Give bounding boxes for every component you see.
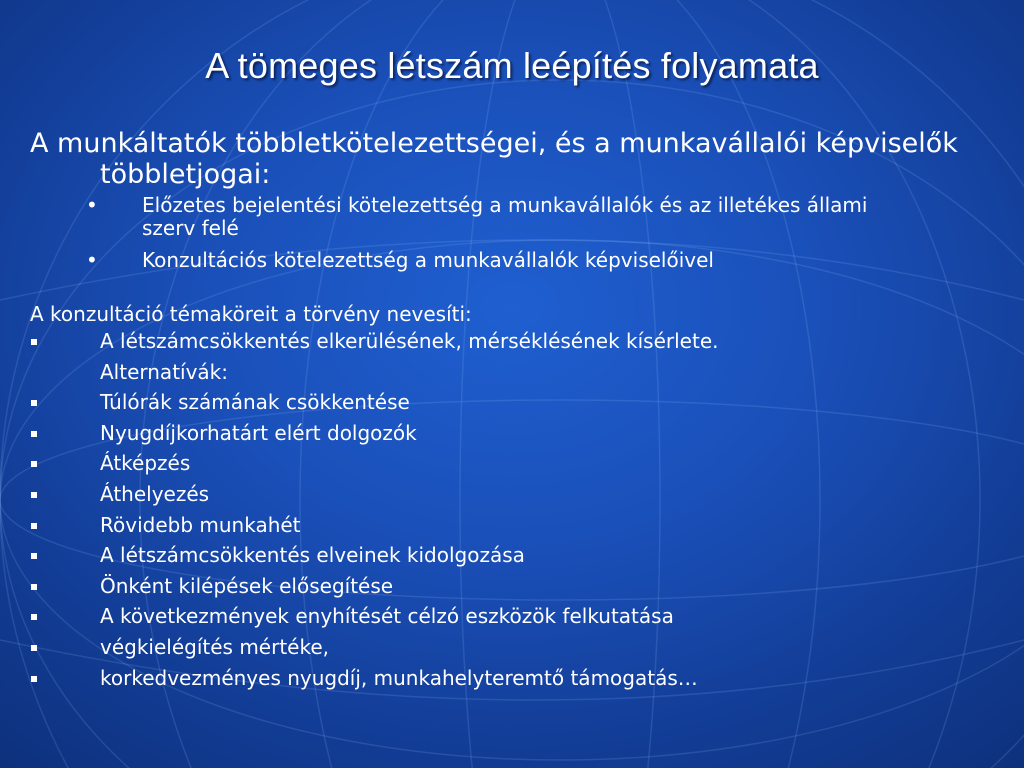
list-item bbox=[30, 636, 1010, 659]
list-item bbox=[30, 544, 1010, 567]
list-item-text: végkielégítés mértéke, bbox=[100, 634, 330, 659]
list-item bbox=[30, 514, 1010, 537]
square-bullet-icon bbox=[31, 400, 37, 406]
slide-body bbox=[30, 128, 1010, 697]
list-item-text: Konzultációs kötelezettség a munkavállalók képviselőivel bbox=[142, 248, 714, 272]
square-bullet-icon bbox=[31, 676, 37, 682]
list-item-text: Előzetes bejelentési kötelezettség a munkavállalók és az illetékes állami szerv felé bbox=[142, 193, 868, 240]
list-item bbox=[30, 194, 902, 240]
consultation-topics-list bbox=[30, 330, 1010, 353]
square-bullet-icon bbox=[31, 584, 37, 590]
list-item bbox=[30, 605, 1010, 628]
alternatives-list bbox=[30, 391, 1010, 689]
list-item-text: A létszámcsökkentés elveinek kidolgozása bbox=[100, 543, 525, 568]
list-item-text: korkedvezményes nyugdíj, munkahelyteremtő támogatás… bbox=[100, 665, 698, 690]
square-bullet-icon bbox=[31, 339, 37, 345]
alternatives-label: Alternatívák: bbox=[100, 359, 228, 384]
list-item-text: A létszámcsökkentés elkerülésének, mérséklésének kísérlete. bbox=[100, 329, 719, 353]
bullet-icon: • bbox=[86, 248, 98, 272]
square-bullet-icon bbox=[31, 614, 37, 620]
list-item-text: Áthelyezés bbox=[100, 481, 210, 506]
square-bullet-icon bbox=[31, 523, 37, 529]
square-bullet-icon bbox=[31, 461, 37, 467]
list-item-text: Túlórák számának csökkentése bbox=[100, 390, 410, 415]
obligation-list bbox=[30, 194, 1010, 272]
list-item bbox=[30, 667, 1010, 690]
list-item-text: Önként kilépések elősegítése bbox=[100, 573, 394, 598]
list-item-text: A következmények enyhítését célzó eszközök felkutatása bbox=[100, 604, 674, 629]
list-item bbox=[30, 452, 1010, 475]
square-bullet-icon bbox=[31, 553, 37, 559]
consultation-heading: A konzultáció témaköreit a törvény nevesíti: bbox=[30, 302, 472, 326]
list-item bbox=[30, 330, 1010, 353]
list-item bbox=[30, 422, 1010, 445]
list-item bbox=[30, 391, 1010, 414]
slide-title: A tömeges létszám leépítés folyamata bbox=[205, 45, 819, 86]
square-bullet-icon bbox=[31, 645, 37, 651]
list-item-text: Rövidebb munkahét bbox=[100, 512, 301, 537]
list-item-text: Nyugdíjkorhatárt elért dolgozók bbox=[100, 420, 417, 445]
list-item bbox=[30, 575, 1010, 598]
list-item-text: Átképzés bbox=[100, 451, 191, 476]
section-heading: A munkáltatók többletkötelezettségei, és a munkavállalói képviselők többletjogai: bbox=[30, 128, 958, 190]
square-bullet-icon bbox=[31, 492, 37, 498]
square-bullet-icon bbox=[31, 431, 37, 437]
list-item bbox=[30, 249, 902, 272]
bullet-icon: • bbox=[86, 193, 98, 217]
list-item bbox=[30, 483, 1010, 506]
